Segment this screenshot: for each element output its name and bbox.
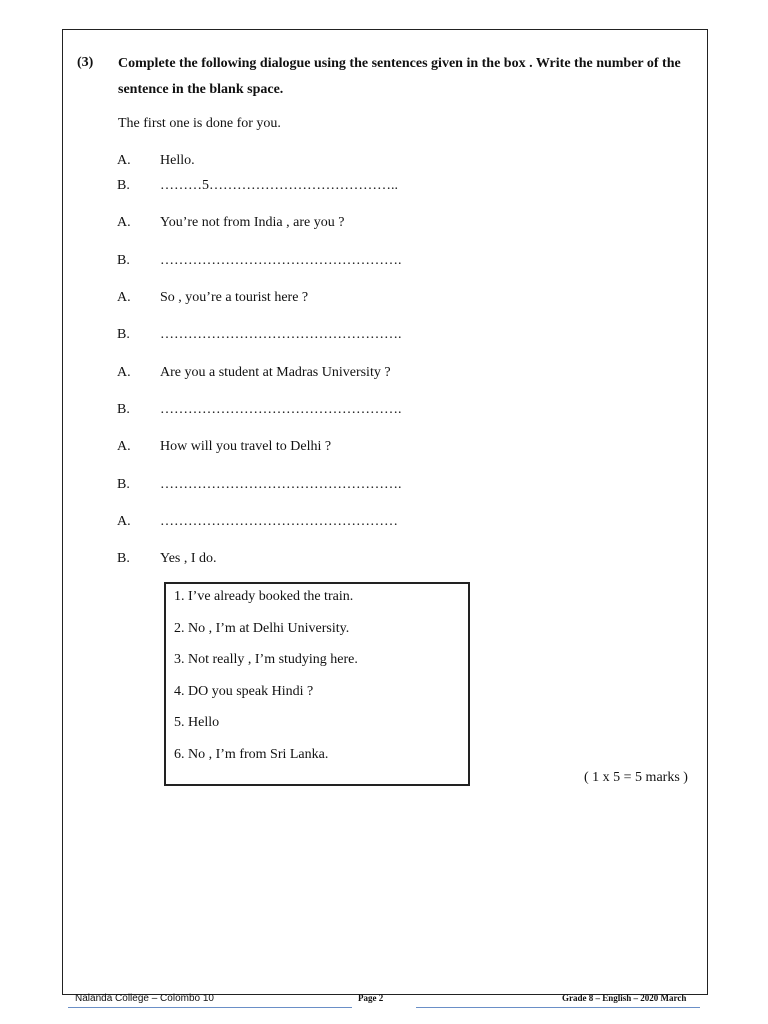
speaker-label: A. [117, 290, 131, 305]
speaker-label: A. [117, 439, 131, 454]
speaker-label: B. [117, 178, 130, 193]
speaker-label: A. [117, 153, 131, 168]
answer-blank[interactable]: ……………………………………………. [160, 402, 402, 417]
footer-exam: Grade 8 – English – 2020 March [562, 993, 687, 1003]
marks-allocation: ( 1 x 5 = 5 marks ) [584, 770, 688, 785]
instruction-line-2: sentence in the blank space. [118, 82, 284, 97]
answer-blank[interactable]: ……………………………………………. [160, 477, 402, 492]
speaker-label: B. [117, 477, 130, 492]
footer-underline-right [416, 1007, 700, 1008]
instruction-line-1: Complete the following dialogue using the sentences given in the box . Write the number of the [118, 56, 681, 71]
speaker-label: A. [117, 514, 131, 529]
example-note: The first one is done for you. [118, 116, 281, 131]
option-2: 2. No , I’m at Delhi University. [174, 621, 350, 636]
question-instruction [118, 51, 698, 103]
option-5: 5. Hello [174, 715, 220, 730]
option-4: 4. DO you speak Hindi ? [174, 684, 314, 699]
option-1: 1. I’ve already booked the train. [174, 589, 354, 604]
speaker-label: A. [117, 365, 131, 380]
question-number: (3) [77, 55, 94, 70]
speaker-label: B. [117, 402, 130, 417]
answer-blank[interactable]: ………5………………………………….. [160, 178, 398, 193]
footer-school: Nalanda College – Colombo 10 [75, 993, 214, 1004]
footer-underline-left [68, 1007, 352, 1008]
speaker-label: B. [117, 253, 130, 268]
option-3: 3. Not really , I’m studying here. [174, 652, 358, 667]
dialogue-text: So , you’re a tourist here ? [160, 290, 309, 305]
speaker-label: B. [117, 327, 130, 342]
dialogue-text: Are you a student at Madras University ? [160, 365, 391, 380]
speaker-label: B. [117, 551, 130, 566]
answer-blank[interactable]: …………………………………………… [160, 514, 398, 529]
page-border [62, 29, 708, 995]
dialogue-text: Hello. [160, 153, 195, 168]
answer-blank[interactable]: ……………………………………………. [160, 253, 402, 268]
footer-page: Page 2 [358, 993, 384, 1003]
dialogue-text: You’re not from India , are you ? [160, 215, 345, 230]
option-6: 6. No , I’m from Sri Lanka. [174, 747, 329, 762]
speaker-label: A. [117, 215, 131, 230]
dialogue-text: How will you travel to Delhi ? [160, 439, 332, 454]
dialogue-text: Yes , I do. [160, 551, 217, 566]
answer-blank[interactable]: ……………………………………………. [160, 327, 402, 342]
